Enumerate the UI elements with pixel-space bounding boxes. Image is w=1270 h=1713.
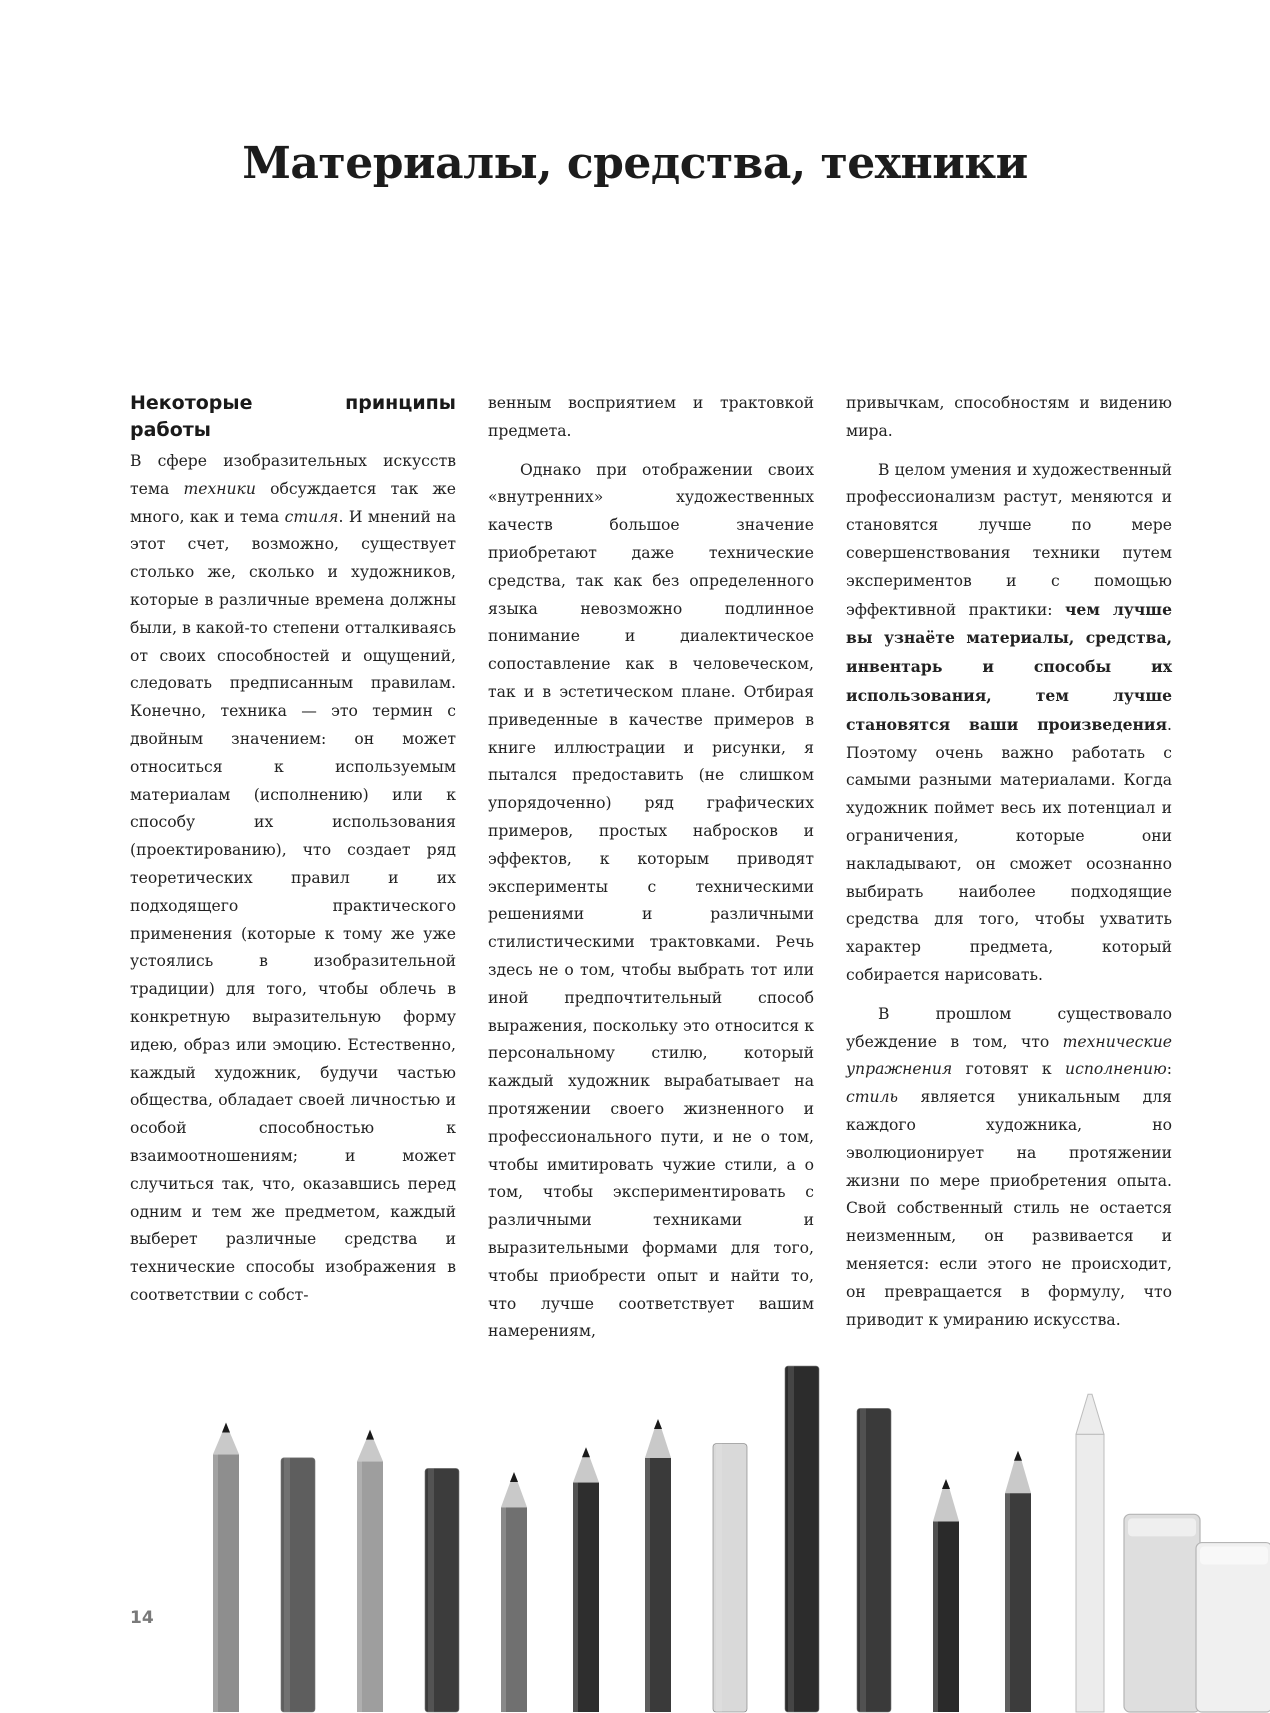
italic-term: техники [183,479,256,498]
pencil-wood-tip [213,1431,239,1455]
eraser-highlight [1128,1518,1196,1536]
italic-term: стиля [284,507,339,526]
text-column-2 [488,390,814,1357]
page-title: Материалы, средства, техники [242,138,1028,189]
pencil-wood-tip [1005,1459,1031,1493]
blending-stump-body [1076,1434,1104,1712]
blending-stump-tip [1076,1394,1104,1434]
text-run: обсуждается так же много, как и тема [130,479,456,526]
text-run: В сфере изобразительных искусств тема [130,452,456,498]
text-run: является уникальным для каждого художника, но эволюционирует на протяжении жизни по мере приобретения опыта. Свой собственный стиль не остается неизменным, он развивается и меняется: если этого не происходит, он превращается в формулу, что приводит к умиранию искусства. [846,1088,1172,1329]
eraser-highlight [1200,1547,1268,1565]
eraser [1196,1543,1270,1712]
paragraph [488,457,814,1347]
stick-highlight [716,1444,722,1712]
pencil-highlight [1005,1493,1010,1712]
pencil-wood-tip [501,1480,527,1507]
pencil-lead [654,1419,662,1429]
eraser [1124,1514,1200,1712]
pencil-highlight [573,1483,578,1712]
italic-term: стиль [846,1088,898,1107]
text-column-1 [130,390,456,1321]
text-column-3 [846,390,1172,1345]
paragraph [846,457,1172,990]
paragraph-continued [488,390,814,446]
pencil-highlight [645,1458,650,1712]
pencil-lead [366,1430,374,1440]
pencil-lead [1014,1451,1022,1461]
text-run: готовят к [952,1060,1066,1079]
paragraph [130,448,456,1310]
stick-highlight [788,1366,794,1712]
pencil-highlight [357,1461,362,1712]
text-run: . Поэтому очень важно работать с самыми разными материалами. Когда художник поймет весь их потенциал и ограничения, которые они накладывают, он сможет осознанно выбирать наиболее подходящие средства для того, чтобы ухватить характер предмета, который собирается нарисовать. [846,715,1172,984]
pencil-highlight [501,1507,506,1712]
stick-highlight [860,1408,866,1712]
pencil-wood-tip [645,1427,671,1458]
italic-term: технические упражнения [846,1032,1172,1079]
paragraph [846,1001,1172,1335]
bold-emphasis: чем лучше вы узнаёте материалы, средства, инвентарь и способы их использования, тем лучше становятся ваши произведения [846,599,1172,734]
pencil-lead [222,1423,230,1433]
pencil-lead [942,1479,950,1489]
pencil-wood-tip [357,1438,383,1462]
text-run: венным восприятием и трактовкой предмета. [488,394,814,440]
text-run: . И мнений на этот счет, возможно, существует столько же, сколько и художников, которые в различные времена должны были, в какой-то степени отталкиваясь от своих способностей и ощущений, следовать предписанным правилам. Конечно, техника — это термин с двойным значением: он может относиться к используемым материалам (исполнению) или к способу их использования (проектированию), что создает ряд теоретических правил и их подходящего практического применения (которые к тому же уже устоялись в изобразительной традиции) для того, чтобы облечь в конкретную выразительную форму идею, образ или эмоцию. Естественно, каждый художник, будучи частью общества, обладает своей личностью и особой способностью к взаимоотношениям; и может случиться так, что, оказавшись перед одним и тем же предметом, каждый выберет различные средства и технические способы изображения в соответствии с собст- [130,507,456,1304]
stick-highlight [284,1458,290,1712]
pencil-lead [582,1447,590,1457]
page-number: 14 [130,1608,154,1628]
italic-term: исполнению [1065,1060,1167,1079]
pencil-highlight [213,1454,218,1712]
paragraph-continued [846,390,1172,446]
text-run: В целом умения и художественный профессионализм растут, меняются и становятся лучше по мере совершенствования техники путем экспериментов и с помощью эффективной практики: [846,460,1172,619]
text-run: привычкам, способностям и видению мира. [846,394,1172,440]
pencil-highlight [933,1521,938,1712]
stick-highlight [428,1468,434,1712]
text-run: : [1166,1060,1172,1079]
text-run: Однако при отображении своих «внутренних» художественных качеств большое значение приобретают даже технические средства, так как без определенного языка невозможно подлинное понимание и диалектическое сопоставление как в человеческом, так и в эстетическом плане. Отбирая приведенные в качестве примеров в книге иллюстрации и рисунки, я пытался предоставить (не слишком упорядоченно) ряд графических примеров, простых набросков и эффектов, к которым приводят эксперименты с техническими решениями и различными стилистическими трактовками. Речь здесь не о том, чтобы выбрать тот или иной предпочтительный способ выражения, поскольку это относится к персональному стилю, который каждый художник вырабатывает на протяжении своего жизненного и профессионального пути, и не о том, чтобы имитировать чужие стили, а о том, чтобы экспериментировать с различными техниками и выразительными формами для того, чтобы приобрести опыт и найти то, что лучше соответствует вашим намерениям, [488,460,814,1341]
pencil-wood-tip [573,1455,599,1482]
section-heading: Некоторые принципы работы [130,392,456,441]
art-supplies-photo [190,1360,1270,1713]
pencil-lead [510,1472,518,1482]
pencil-wood-tip [933,1487,959,1521]
text-run: В прошлом существовало убеждение в том, что [846,1004,1172,1051]
